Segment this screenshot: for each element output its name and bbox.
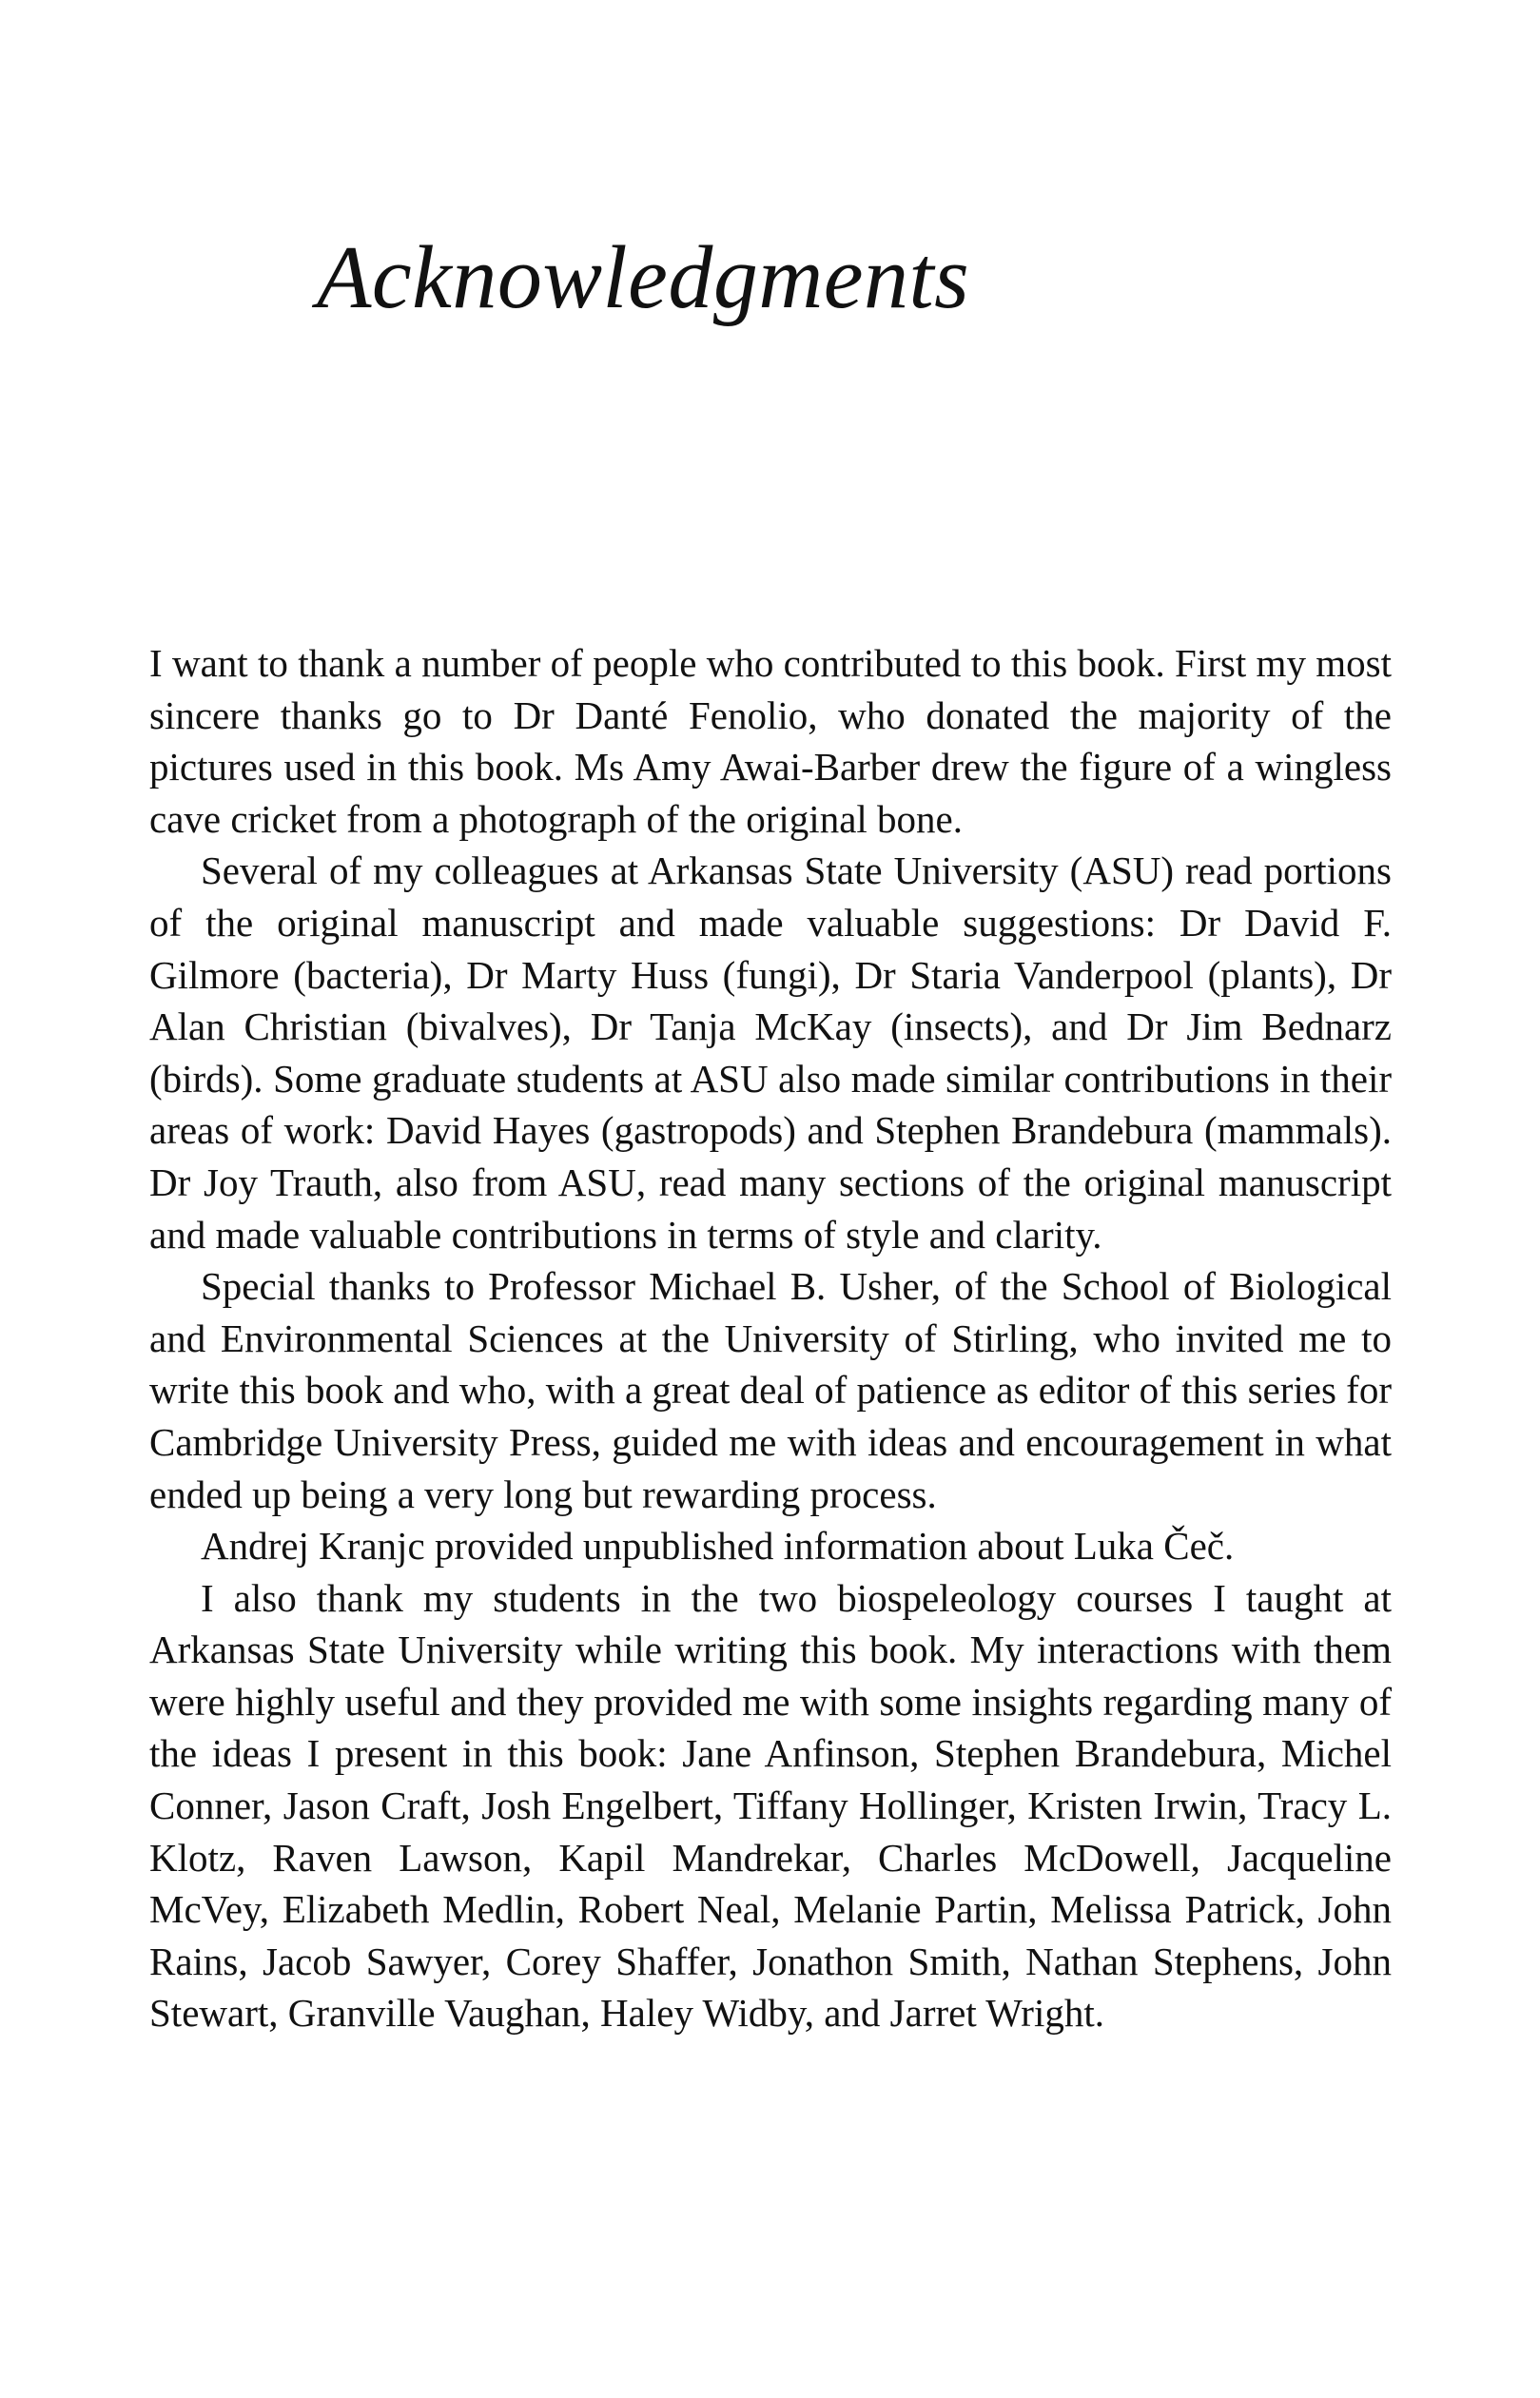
chapter-title: Acknowledgments <box>317 228 970 327</box>
paragraph-special-thanks: Special thanks to Professor Michael B. Usher, of the School of Biological and Environmental Sciences at the University of Stirling, who invited me to write this book and who, with a great deal of patience as editor of this series for Cambridge University Press, guided me with ideas and encouragement in what ended up being a very long but rewarding process. <box>149 1264 1392 1516</box>
paragraph-students: I also thank my students in the two biospeleology courses I taught at Arkansas State University while writing this book. My interactions with them were highly useful and they provided me with some insights regarding many of the ideas I present in this book: Jane Anfinson, Stephen Brandebura, Michel Conner, Jason Craft, Josh Engelbert, Tiffany Hollinger, Kristen Irwin, Tracy L. Klotz, Raven Lawson, Kapil Mandrekar, Charles McDowell, Jacqueline McVey, Elizabeth Medlin, Robert Neal, Melanie Partin, Melissa Patrick, John Rains, Jacob Sawyer, Corey Shaffer, Jonathon Smith, Nathan Stephens, John Stewart, Granville Vaughan, Haley Widby, and Jarret Wright. <box>149 1575 1392 2036</box>
acknowledgments-body <box>149 637 1392 2039</box>
paragraph-colleagues: Several of my colleagues at Arkansas State University (ASU) read portions of the original manuscript and made valuable suggestions: Dr David F. Gilmore (bacteria), Dr Marty Huss (fungi), Dr Staria Vanderpool (plants), Dr Alan Christian (bivalves), Dr Tanja McKay (insects), and Dr Jim Bednarz (birds). Some graduate students at ASU also made similar contributions in their areas of work: David Hayes (gastropods) and Stephen Brandebura (mammals). Dr Joy Trauth, also from ASU, read many sections of the original manuscript and made valuable contributions in terms of style and clarity. <box>149 848 1392 1257</box>
paragraph-kranjc: Andrej Kranjc provided unpublished information about Luka Čeč. <box>201 1524 1235 1569</box>
paragraph-intro: I want to thank a number of people who contributed to this book. First my most sincere thanks go to Dr Danté Fenolio, who donated the majority of the pictures used in this book. Ms Amy Awai-Barber drew the figure of a wingless cave cricket from a photograph of the original bone. <box>149 641 1392 841</box>
